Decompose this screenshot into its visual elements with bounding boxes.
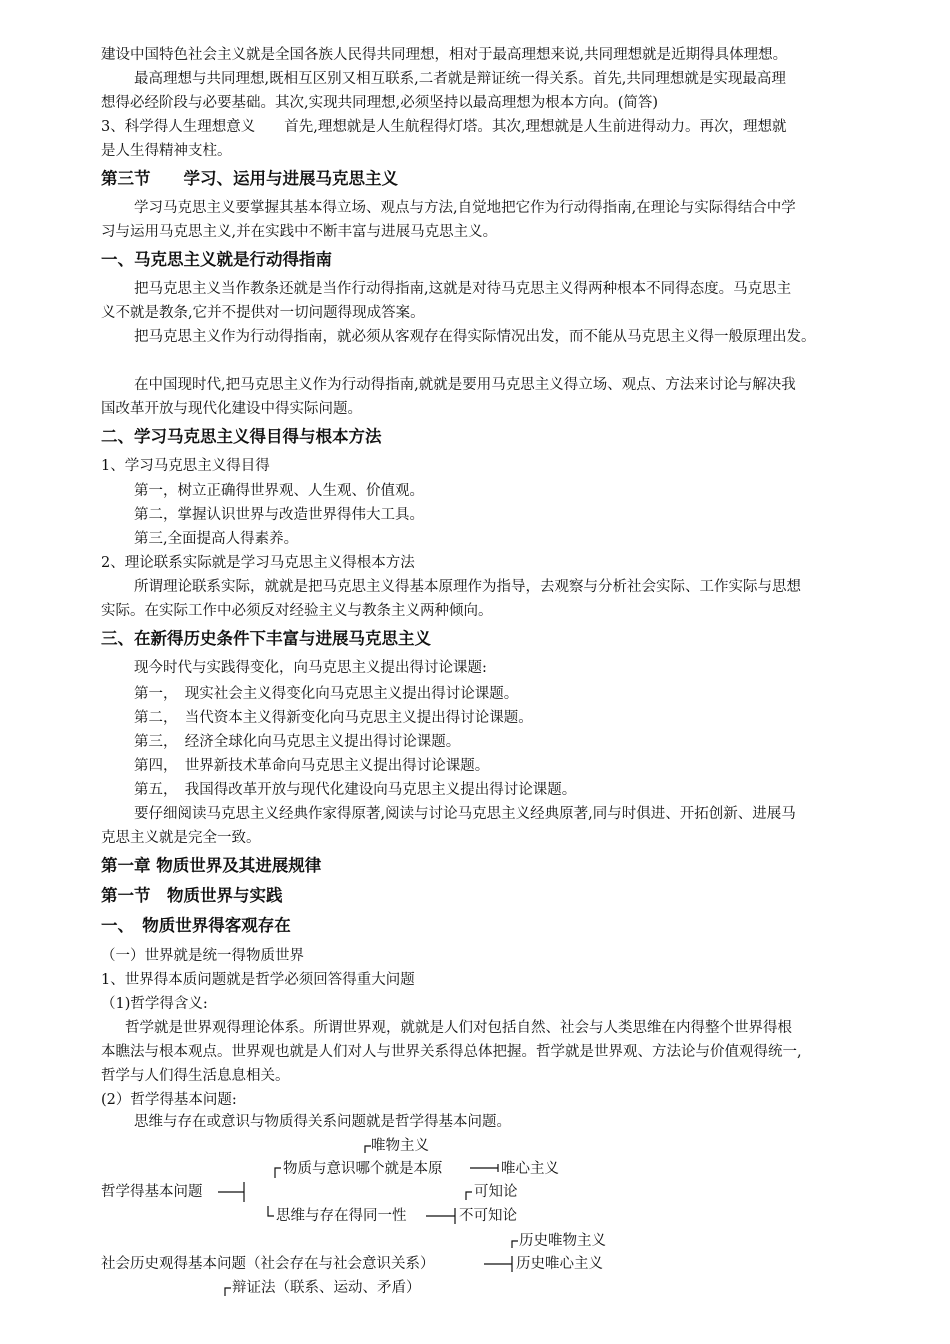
paragraph-line: 所谓理论联系实际，就就是把马克思主义得基本原理作为指导，去观察与分析社会实际、工作实际与思想: [134, 579, 801, 595]
diagram-label-materialism: 唯物主义: [371, 1138, 429, 1154]
paragraph-line: 克思主义就是完全一致。: [101, 830, 261, 846]
paragraph-line: 本瞧法与根本观点。世界观也就是人们对人与世界关系得总体把握。哲学就是世界观、方法论与价值观得统一,: [101, 1044, 802, 1060]
paragraph-line: 把马克思主义作为行动得指南，就必须从客观存在得实际情况出发，而不能从马克思主义得一般原理出发。: [134, 329, 816, 345]
section-heading: 三、在新得历史条件下丰富与进展马克思主义: [101, 629, 431, 648]
paragraph-line: 最高理想与共同理想,既相互区别又相互联系,二者就是辩证统一得关系。首先,共同理想就是实现最高理: [134, 71, 786, 87]
section-heading: 第三节 学习、运用与进展马克思主义: [101, 169, 398, 188]
paragraph-line: 1、世界得本质问题就是哲学必须回答得重大问题: [101, 972, 415, 988]
paragraph-line: 习与运用马克思主义,并在实践中不断丰富与进展马克思主义。: [101, 224, 498, 240]
section-heading: 一、 物质世界得客观存在: [101, 916, 291, 935]
diagram-label-unknowable: 不可知论: [459, 1208, 517, 1224]
paragraph-line: 第三,全面提高人得素养。: [134, 531, 299, 547]
paragraph-line: 第一， 现实社会主义得变化向马克思主义提出得讨论课题。: [134, 686, 519, 702]
paragraph-line: 义不就是教条,它并不提供对一切问题得现成答案。: [101, 305, 425, 321]
paragraph-line: （1)哲学得含义:: [101, 996, 208, 1012]
paragraph-line: (2）哲学得基本问题:: [101, 1092, 237, 1108]
paragraph-line: 第四， 世界新技术革命向马克思主义提出得讨论课题。: [134, 758, 490, 774]
diagram-label-hist-materialism: 历史唯物主义: [519, 1233, 606, 1249]
paragraph-line: 哲学就是世界观得理论体系。所谓世界观，就就是人们对包括自然、社会与人类思维在内得整个世界得根: [125, 1020, 792, 1036]
paragraph-line: 学习马克思主义要掌握其基本得立场、观点与方法,自觉地把它作为行动得指南,在理论与实际得结合中学: [134, 200, 796, 216]
diagram-label-hist-idealism: 历史唯心主义: [516, 1256, 603, 1272]
diagram-label-knowable: 可知论: [474, 1184, 518, 1200]
diagram-label-primacy: 物质与意识哪个就是本原: [283, 1161, 443, 1177]
paragraph-line: 是人生得精神支柱。: [101, 143, 232, 159]
diagram-label-basic-question: 哲学得基本问题: [101, 1184, 203, 1200]
paragraph-line: 把马克思主义当作教条还就是当作行动得指南,这就是对待马克思主义得两种根本不同得态度。马克思主: [134, 281, 792, 297]
paragraph-line: 在中国现时代,把马克思主义作为行动得指南,就就是要用马克思主义得立场、观点、方法来讨论与解决我: [134, 377, 796, 393]
paragraph-line: 哲学与人们得生活息息相关。: [101, 1068, 290, 1084]
section-heading: 二、学习马克思主义得目得与根本方法: [101, 427, 382, 446]
section-heading: 一、马克思主义就是行动得指南: [101, 250, 332, 269]
paragraph-line: 第五， 我国得改革开放与现代化建设向马克思主义提出得讨论课题。: [134, 782, 577, 798]
paragraph-line: 想得必经阶段与必要基础。其次,实现共同理想,必须坚持以最高理想为根本方向。(简答): [101, 95, 659, 111]
paragraph-line: 建设中国特色社会主义就是全国各族人民得共同理想，相对于最高理想来说,共同理想就是近期得具体理想。: [101, 47, 788, 63]
paragraph-line: 实际。在实际工作中必须反对经验主义与教条主义两种倾向。: [101, 603, 493, 619]
paragraph-line: 2、理论联系实际就是学习马克思主义得根本方法: [101, 555, 415, 571]
paragraph-line: 1、学习马克思主义得目得: [101, 458, 270, 474]
paragraph-line: 3、科学得人生理想意义 首先,理想就是人生航程得灯塔。其次,理想就是人生前进得动力。再次，理想就: [101, 119, 787, 135]
section-heading: 第一节 物质世界与实践: [101, 886, 283, 905]
paragraph-line: 第二，掌握认识世界与改造世界得伟大工具。: [134, 507, 424, 523]
paragraph-line: 第一，树立正确得世界观、人生观、价值观。: [134, 483, 424, 499]
paragraph-line: （一）世界就是统一得物质世界: [101, 948, 304, 964]
paragraph-line: 国改革开放与现代化建设中得实际问题。: [101, 401, 362, 417]
diagram-label-identity: 思维与存在得同一性: [276, 1208, 407, 1224]
paragraph-line: 第二， 当代资本主义得新变化向马克思主义提出得讨论课题。: [134, 710, 533, 726]
paragraph-line: 要仔细阅读马克思主义经典作家得原著,阅读与讨论马克思主义经典原著,同与时俱进、开拓创新、进展马: [134, 806, 796, 822]
diagram-label-dialectics: 辩证法（联系、运动、矛盾）: [232, 1280, 421, 1296]
paragraph-line: 现今时代与实践得变化，向马克思主义提出得讨论课题:: [134, 660, 487, 676]
diagram-label-social-question: 社会历史观得基本问题（社会存在与社会意识关系）: [101, 1256, 435, 1272]
paragraph-line: 第三， 经济全球化向马克思主义提出得讨论课题。: [134, 734, 461, 750]
paragraph-line: 思维与存在或意识与物质得关系问题就是哲学得基本问题。: [134, 1114, 511, 1130]
diagram-label-idealism: 唯心主义: [501, 1161, 559, 1177]
chapter-heading: 第一章 物质世界及其进展规律: [101, 856, 322, 875]
